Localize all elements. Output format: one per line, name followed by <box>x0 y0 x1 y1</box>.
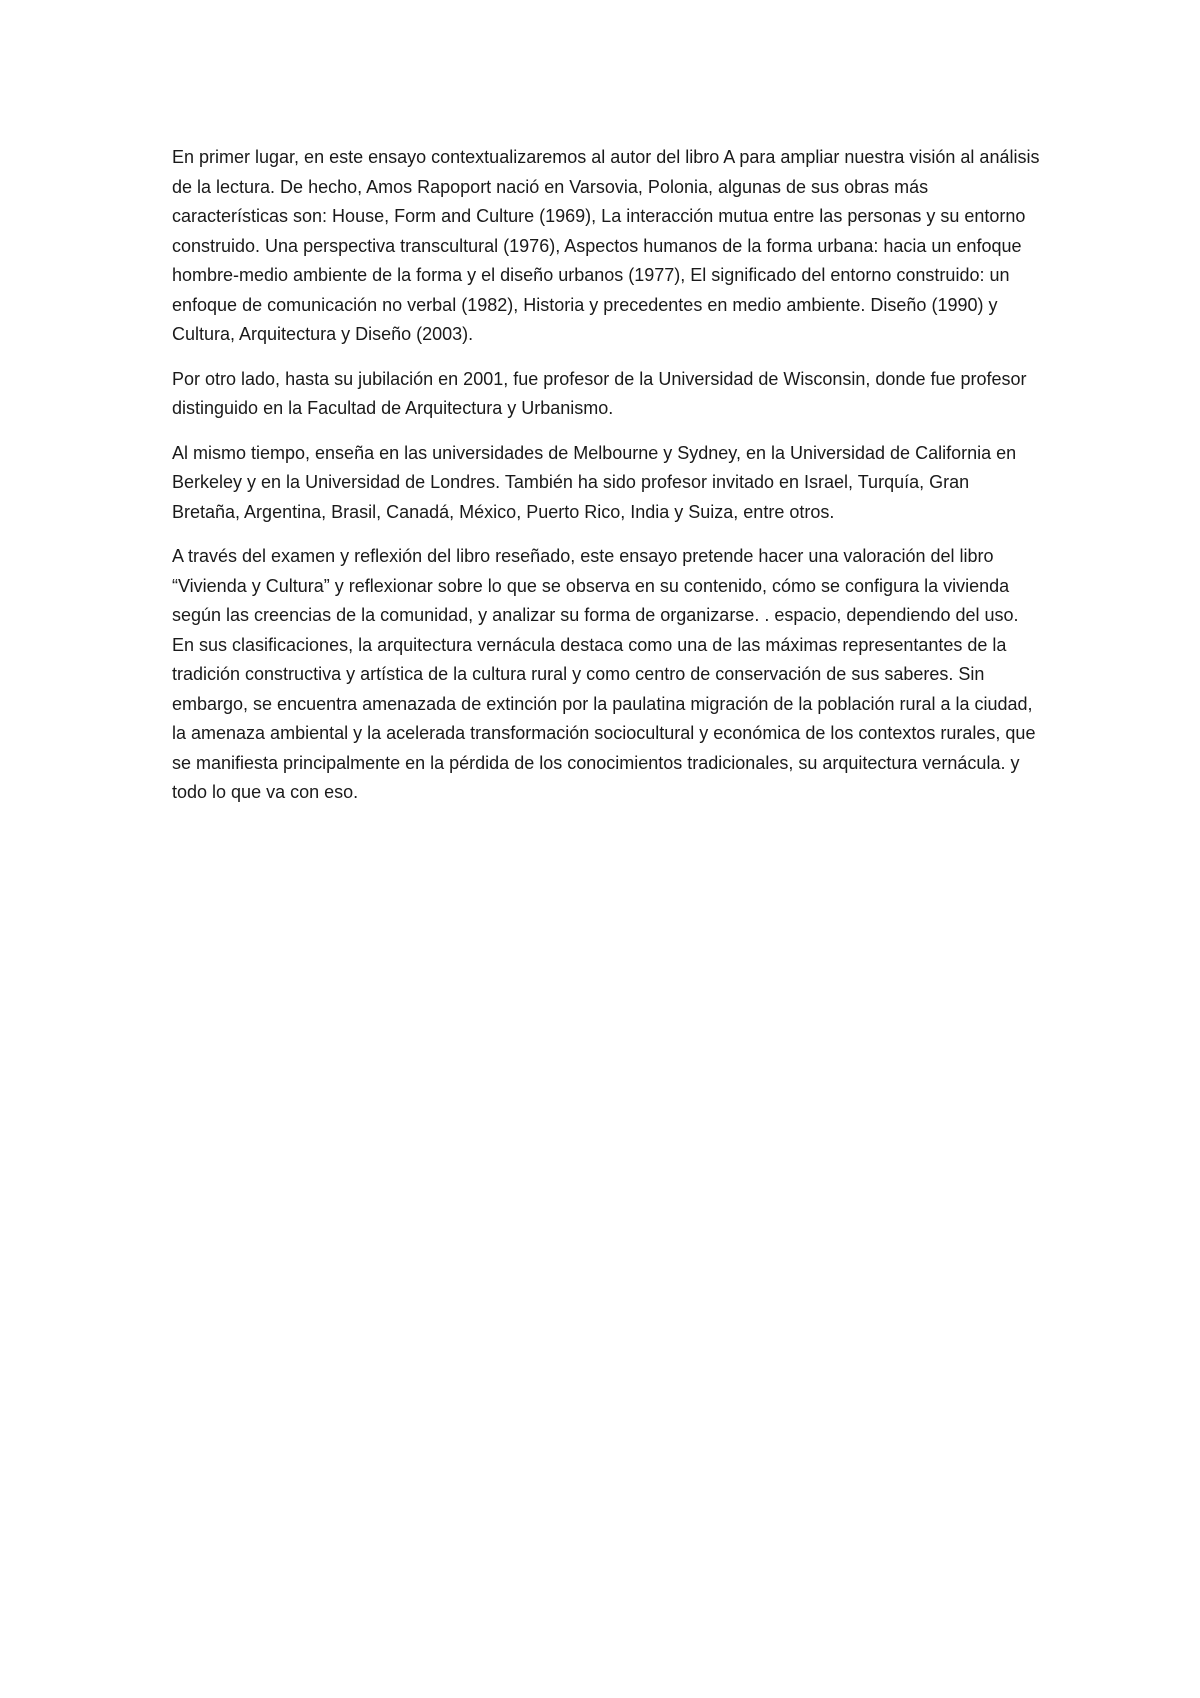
paragraph-author-context: En primer lugar, en este ensayo contextualizaremos al autor del libro A para ampliar nuestra visión al análisis de la lectura. De hecho, Amos Rapoport nació en Varsovia, Polonia, algunas de sus obras más características son: House, Form and Culture (1969), La interacción mutua entre las personas y su entorno construido. Una perspectiva transcultural (1976), Aspectos humanos de la forma urbana: hacia un enfoque hombre-medio ambiente de la forma y el diseño urbanos (1977), El significado del entorno construido: un enfoque de comunicación no verbal (1982), Historia y precedentes en medio ambiente. Diseño (1990) y Cultura, Arquitectura y Diseño (2003). <box>172 147 1040 344</box>
document-body <box>172 143 1042 823</box>
paragraph-retirement: Por otro lado, hasta su jubilación en 2001, fue profesor de la Universidad de Wisconsin, donde fue profesor distinguido en la Facultad de Arquitectura y Urbanismo. <box>172 368 1027 418</box>
paragraph-essay-purpose: A través del examen y reflexión del libro reseñado, este ensayo pretende hacer una valoración del libro “Vivienda y Cultura” y reflexionar sobre lo que se observa en su contenido, cómo se configura la vivienda según las creencias de la comunidad, y analizar su forma de organizarse. . espacio, dependiendo del uso. En sus clasificaciones, la arquitectura vernácula destaca como una de las máximas representantes de la tradición constructiva y artística de la cultura rural y como centro de conservación de sus saberes. Sin embargo, se encuentra amenazada de extinción por la paulatina migración de la población rural a la ciudad, la amenaza ambiental y la acelerada transformación sociocultural y económica de los contextos rurales, que se manifiesta principalmente en la pérdida de los conocimientos tradicionales, su arquitectura vernácula. y todo lo que va con eso. <box>172 546 1036 802</box>
paragraph-teaching: Al mismo tiempo, enseña en las universidades de Melbourne y Sydney, en la Universidad de California en Berkeley y en la Universidad de Londres. También ha sido profesor invitado en Israel, Turquía, Gran Bretaña, Argentina, Brasil, Canadá, México, Puerto Rico, India y Suiza, entre otros. <box>172 442 1017 522</box>
